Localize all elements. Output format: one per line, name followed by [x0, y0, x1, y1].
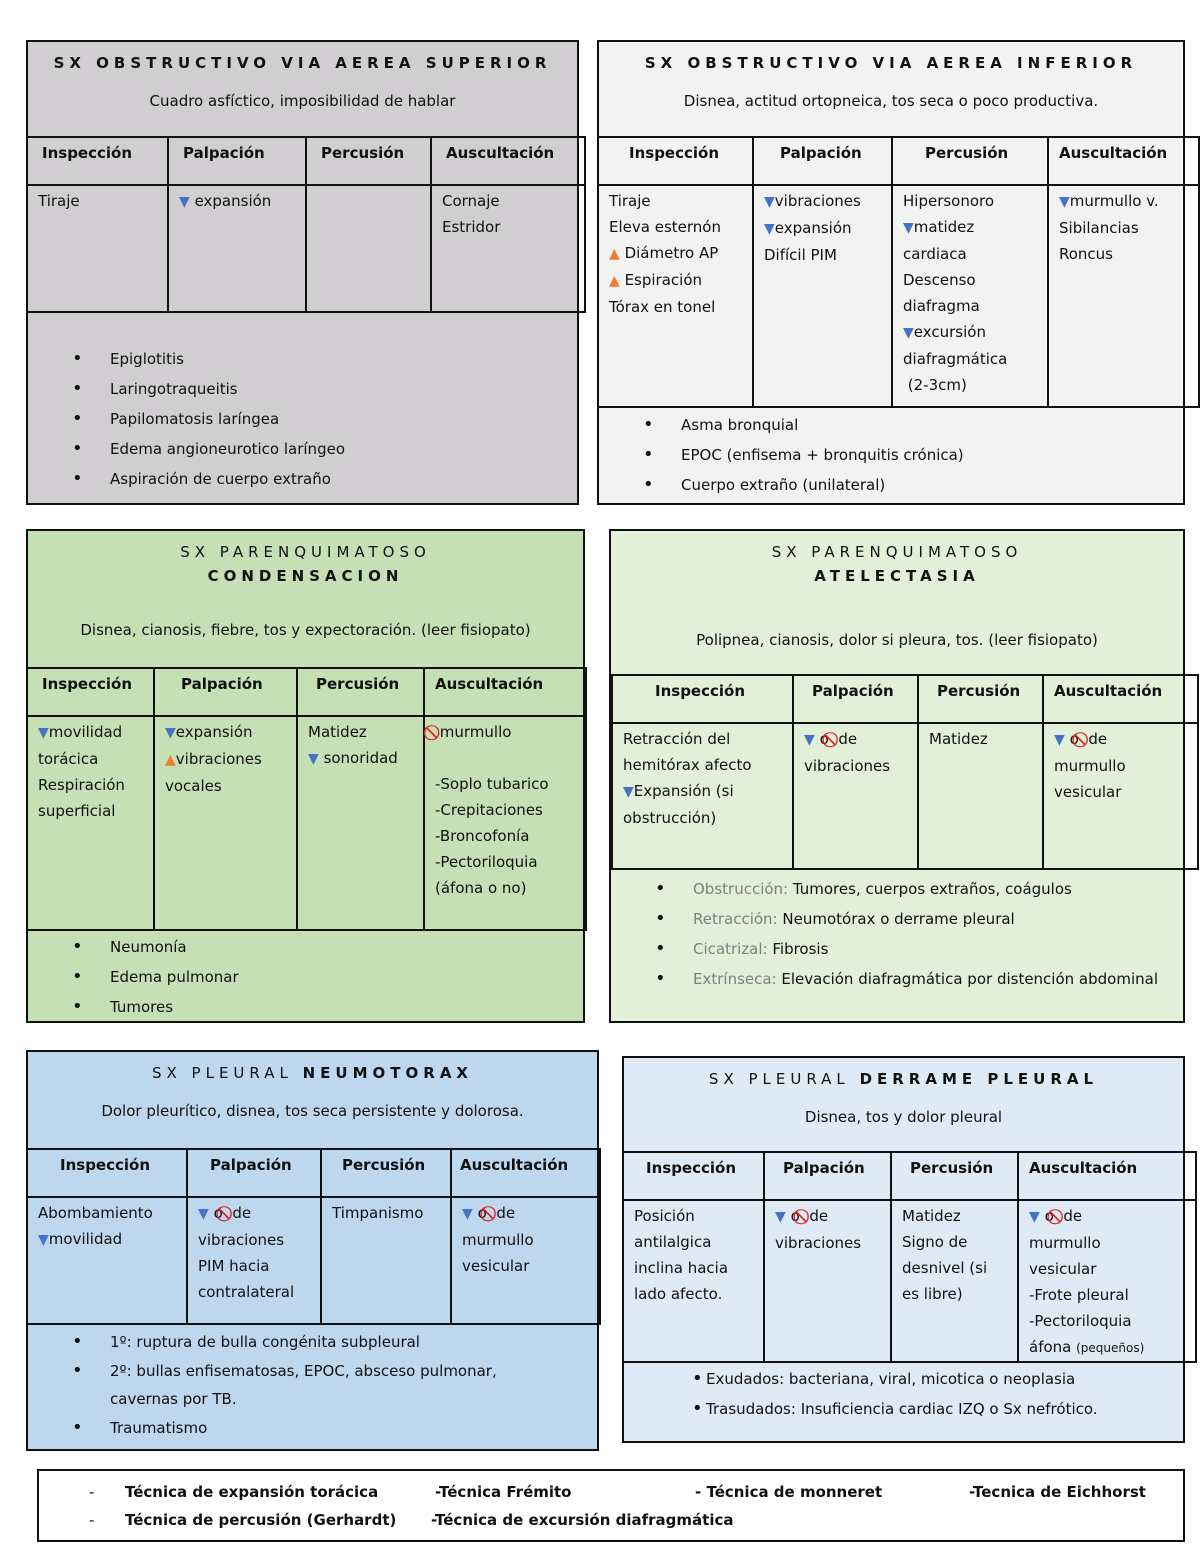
header-percusion: Percusión — [891, 1152, 1018, 1200]
header-palpacion: Palpación — [154, 668, 297, 716]
arrow-up-icon: ▲ — [609, 246, 620, 262]
header-inspeccion: Inspección — [27, 137, 168, 185]
panel-subtitle: Disnea, actitud ortopneica, tos seca o poco productiva. — [683, 92, 1099, 110]
header-auscultacion: Auscultación — [1048, 137, 1199, 185]
header-percusion: Percusión — [321, 1149, 451, 1197]
cell-percusion: Hipersonoro ▼matidez cardiaca Descenso diafragma ▼excursión diafragmática (2-3cm) — [892, 185, 1048, 407]
cell-palpacion: ▼ o de vibraciones — [764, 1200, 891, 1362]
cell-inspeccion: Tiraje — [27, 185, 168, 312]
panel-subtitle: Disnea, tos y dolor pleural — [804, 1108, 1003, 1126]
cell-inspeccion: ▼movilidad torácica Respiración superficial — [27, 716, 154, 930]
header-auscultacion: Auscultación — [1018, 1152, 1196, 1200]
panel-title: SX PLEURAL NEUMOTORAX — [151, 1064, 473, 1082]
arrow-down-icon: ▼ — [1054, 732, 1065, 748]
arrow-down-icon: ▼ — [38, 725, 49, 741]
list-item: • 2º: bullas enfisematosas, EPOC, absceso pulmonar, cavernas por TB. — [26, 1357, 546, 1413]
cell-palpacion: ▼ o de vibraciones PIM hacia contralateral — [187, 1197, 321, 1324]
arrow-down-icon: ▼ — [1029, 1209, 1040, 1225]
header-auscultacion: Auscultación — [451, 1149, 600, 1197]
header-inspeccion: Inspección — [598, 137, 753, 185]
exam-table-atelectasia — [611, 674, 1199, 870]
list-item: • Epiglotitis — [26, 344, 576, 374]
header-palpacion: Palpación — [187, 1149, 321, 1197]
cell-auscultacion: ▼ o de murmullo vesicular -Frote pleural -Pectoriloquia áfona (pequeños) — [1018, 1200, 1196, 1362]
list-item: • Cuerpo extraño (unilateral) — [597, 470, 1183, 500]
arrow-down-icon: ▼ — [308, 751, 319, 767]
cell-palpacion: ▼vibraciones ▼expansión Difícil PIM — [753, 185, 892, 407]
exam-table-derrame — [622, 1151, 1197, 1363]
panel-title: SX OBSTRUCTIVO VIA AEREA SUPERIOR — [53, 54, 552, 72]
cell-auscultacion: ▼ o de murmullo vesicular — [451, 1197, 600, 1324]
list-item: • Asma bronquial — [597, 410, 1183, 440]
list-item: • Trasudados: Insuficiencia cardiac IZQ o Sx nefrótico. — [646, 1394, 1186, 1424]
list-item: • Papilomatosis laríngea — [26, 404, 576, 434]
cell-inspeccion: Tiraje Eleva esternón ▲ Diámetro AP ▲ Espiración Tórax en tonel — [598, 185, 753, 407]
arrow-down-icon: ▼ — [623, 784, 634, 800]
cell-percusion: Timpanismo — [321, 1197, 451, 1324]
cell-auscultacion: murmullo -Soplo tubarico -Crepitaciones -Broncofonía -Pectoriloquia (áfona o no) — [424, 716, 586, 930]
list-item: • Cicatrizal: Fibrosis — [609, 934, 1169, 964]
cell-palpacion: ▼ expansión — [168, 185, 306, 312]
cell-palpacion: ▼ o de vibraciones — [793, 723, 918, 869]
exam-table-neumotorax — [26, 1148, 601, 1325]
arrow-down-icon: ▼ — [804, 732, 815, 748]
panel-subtitle: Dolor pleurítico, disnea, tos seca persistente y dolorosa. — [101, 1102, 524, 1120]
panel-title: SX PARENQUIMATOSO — [180, 543, 431, 561]
causes-list — [646, 1364, 1186, 1424]
exam-table-condensacion — [26, 667, 587, 931]
causes-list — [26, 1327, 546, 1443]
list-item: • Traumatismo — [26, 1413, 546, 1443]
panel-subtitle: Cuadro asfíctico, imposibilidad de hablar — [149, 92, 456, 110]
header-inspeccion: Inspección — [623, 1152, 764, 1200]
cell-auscultacion: ▼ o de murmullo vesicular — [1043, 723, 1198, 869]
header-palpacion: Palpación — [753, 137, 892, 185]
list-item: • Tumores — [26, 992, 582, 1022]
panel-title: SX OBSTRUCTIVO VIA AEREA INFERIOR — [644, 54, 1138, 72]
list-item: • Aspiración de cuerpo extraño — [26, 464, 576, 494]
footer-item: -Técnica de excursión diafragmática — [431, 1511, 734, 1529]
arrow-down-icon: ▼ — [198, 1206, 209, 1222]
panel-title-bold: ATELECTASIA — [814, 567, 980, 585]
arrow-down-icon: ▼ — [38, 1232, 49, 1248]
cell-auscultacion: ▼murmullo v. Sibilancias Roncus — [1048, 185, 1199, 407]
list-item: • EPOC (enfisema + bronquitis crónica) — [597, 440, 1183, 470]
arrow-down-icon: ▼ — [462, 1206, 473, 1222]
footer-item: Técnica de expansión torácica — [125, 1483, 379, 1501]
panel-title: SX PLEURAL DERRAME PLEURAL — [708, 1070, 1099, 1088]
panel-subtitle: Disnea, cianosis, fiebre, tos y expectoración. (leer fisiopato) — [80, 621, 531, 639]
causes-list — [26, 932, 582, 1022]
arrow-down-icon: ▼ — [1059, 194, 1070, 210]
panel-title: SX PARENQUIMATOSO — [771, 543, 1023, 561]
list-item: • Edema angioneurotico laríngeo — [26, 434, 576, 464]
list-item: • Extrínseca: Elevación diafragmática por distención abdominal — [609, 964, 1169, 994]
cell-percusion: Matidez — [918, 723, 1043, 869]
footer-dash: - — [89, 1511, 95, 1529]
exam-table-obstructivo-inferior — [597, 136, 1200, 408]
arrow-down-icon: ▼ — [903, 220, 914, 236]
header-inspeccion: Inspección — [27, 668, 154, 716]
list-item: • 1º: ruptura de bulla congénita subpleural — [26, 1327, 546, 1357]
header-palpacion: Palpación — [764, 1152, 891, 1200]
list-item: • Edema pulmonar — [26, 962, 582, 992]
cell-percusion: Matidez ▼ sonoridad — [297, 716, 424, 930]
exam-table-obstructivo-superior — [26, 136, 586, 313]
cell-auscultacion: Cornaje Estridor — [431, 185, 585, 312]
cell-palpacion: ▼expansión ▲vibraciones vocales — [154, 716, 297, 930]
arrow-up-icon: ▲ — [165, 752, 176, 768]
footer-item: -Técnica Frémito — [435, 1483, 572, 1501]
header-palpacion: Palpación — [168, 137, 306, 185]
cell-inspeccion: Abombamiento ▼movilidad — [27, 1197, 187, 1324]
header-percusion: Percusión — [918, 675, 1043, 723]
list-item: • Exudados: bacteriana, viral, micotica o neoplasia — [646, 1364, 1186, 1394]
list-item: • Neumonía — [26, 932, 582, 962]
footer-item: - Técnica de monneret — [695, 1483, 883, 1501]
causes-list — [597, 410, 1183, 500]
footer-item: -Tecnica de Eichhorst — [969, 1483, 1146, 1501]
cell-inspeccion: Retracción del hemitórax afecto ▼Expansión (si obstrucción) — [612, 723, 793, 869]
footer-dash: - — [89, 1483, 95, 1501]
list-item: • Laringotraqueitis — [26, 374, 576, 404]
techniques-footer — [37, 1469, 1185, 1542]
arrow-down-icon: ▼ — [764, 194, 775, 210]
footer-item: Técnica de percusión (Gerhardt) — [125, 1511, 397, 1529]
arrow-down-icon: ▼ — [179, 194, 190, 210]
arrow-down-icon: ▼ — [775, 1209, 786, 1225]
causes-list — [609, 874, 1169, 994]
header-percusion: Percusión — [892, 137, 1048, 185]
cell-percusion — [306, 185, 431, 312]
panel-subtitle: Polipnea, cianosis, dolor si pleura, tos. (leer fisiopato) — [696, 631, 1098, 649]
causes-list — [26, 344, 576, 494]
header-palpacion: Palpación — [793, 675, 918, 723]
header-auscultacion: Auscultación — [1043, 675, 1198, 723]
list-item: • Obstrucción: Tumores, cuerpos extraños, coágulos — [609, 874, 1169, 904]
arrow-down-icon: ▼ — [903, 325, 914, 341]
cell-inspeccion: Posición antilalgica inclina hacia lado afecto. — [623, 1200, 764, 1362]
arrow-down-icon: ▼ — [764, 221, 775, 237]
header-auscultacion: Auscultación — [424, 668, 586, 716]
cell-percusion: Matidez Signo de desnivel (si es libre) — [891, 1200, 1018, 1362]
header-auscultacion: Auscultación — [431, 137, 585, 185]
header-percusion: Percusión — [297, 668, 424, 716]
header-inspeccion: Inspección — [612, 675, 793, 723]
arrow-up-icon: ▲ — [609, 273, 620, 289]
header-inspeccion: Inspección — [27, 1149, 187, 1197]
panel-title-bold: CONDENSACION — [207, 567, 404, 585]
header-percusion: Percusión — [306, 137, 431, 185]
arrow-down-icon: ▼ — [165, 725, 176, 741]
list-item: • Retracción: Neumotórax o derrame pleural — [609, 904, 1169, 934]
